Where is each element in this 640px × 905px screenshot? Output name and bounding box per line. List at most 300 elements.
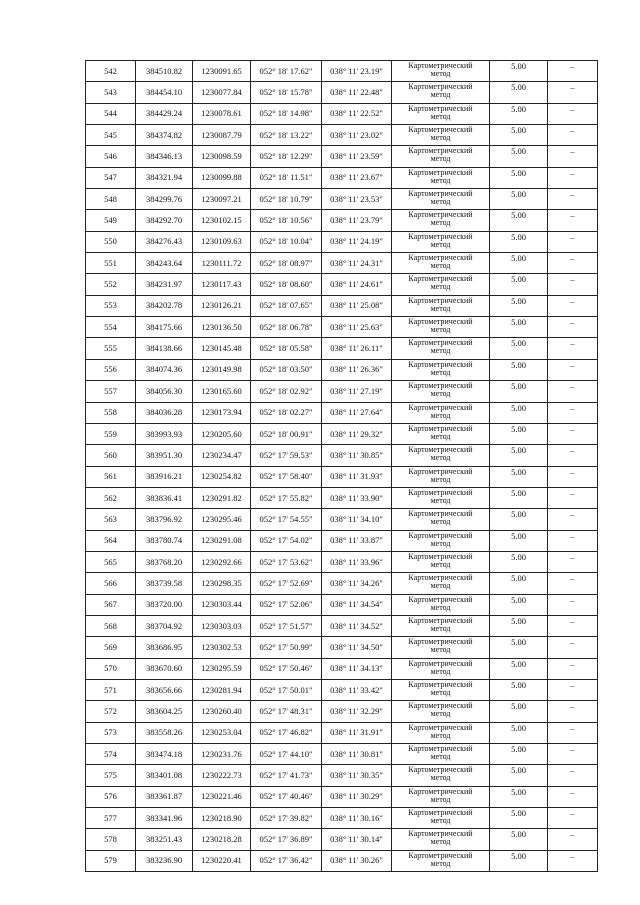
method-cell: [392, 125, 490, 146]
method-line1: Картометрический: [408, 487, 473, 497]
longitude-cell: 038° 11' 34.13": [322, 658, 392, 679]
latitude-cell: 052° 17' 54.02": [251, 530, 322, 551]
point-number-cell: 553: [86, 295, 136, 316]
empty-dash-cell: –: [548, 466, 598, 487]
method-line1: Картометрический: [408, 210, 473, 220]
table-row: [86, 808, 598, 829]
method-cell: [392, 210, 490, 231]
table-row: [86, 615, 598, 636]
point-number-cell: 562: [86, 487, 136, 508]
precision-cell: 5.00: [490, 594, 548, 615]
longitude-cell: 038° 11' 30.35": [322, 765, 392, 786]
latitude-cell: 052° 17' 39.82": [251, 808, 322, 829]
precision-cell: 5.00: [490, 423, 548, 444]
coord-y-cell: 1230126.21: [193, 295, 251, 316]
method-line1: Картометрический: [408, 146, 473, 156]
method-line1: Картометрический: [408, 61, 473, 70]
coord-y-cell: 1230295.59: [193, 658, 251, 679]
latitude-cell: 052° 18' 10.56": [251, 210, 322, 231]
method-line1: Картометрический: [408, 317, 473, 327]
longitude-cell: 038° 11' 26.36": [322, 359, 392, 380]
method-cell: [392, 850, 490, 871]
table-row: [86, 466, 598, 487]
precision-cell: 5.00: [490, 274, 548, 295]
coord-x-cell: 383236.90: [136, 850, 193, 871]
method-line2: метод: [430, 730, 451, 740]
method-line2: метод: [430, 303, 451, 313]
latitude-cell: 052° 18' 15.78": [251, 82, 322, 103]
latitude-cell: 052° 18' 10.79": [251, 189, 322, 210]
longitude-cell: 038° 11' 27.19": [322, 381, 392, 402]
longitude-cell: 038° 11' 22.52": [322, 103, 392, 124]
table-row: [86, 274, 598, 295]
point-number-cell: 558: [86, 402, 136, 423]
coord-x-cell: 384292.70: [136, 210, 193, 231]
coord-x-cell: 384036.28: [136, 402, 193, 423]
method-line2: метод: [430, 69, 451, 78]
latitude-cell: 052° 17' 59.53": [251, 445, 322, 466]
table-row: [86, 594, 598, 615]
method-line1: Картометрический: [408, 274, 473, 284]
latitude-cell: 052° 17' 36.89": [251, 829, 322, 850]
coord-y-cell: 1230205.60: [193, 423, 251, 444]
precision-cell: 5.00: [490, 338, 548, 359]
latitude-cell: 052° 18' 08.97": [251, 253, 322, 274]
table-row: [86, 744, 598, 765]
precision-cell: 5.00: [490, 210, 548, 231]
table-row: [86, 722, 598, 743]
precision-cell: 5.00: [490, 744, 548, 765]
coord-y-cell: 1230109.63: [193, 231, 251, 252]
table-row: [86, 829, 598, 850]
coord-x-cell: 383604.25: [136, 701, 193, 722]
longitude-cell: 038° 11' 31.93": [322, 466, 392, 487]
longitude-cell: 038° 11' 33.42": [322, 679, 392, 700]
coord-y-cell: 1230145.48: [193, 338, 251, 359]
coord-x-cell: 384243.64: [136, 253, 193, 274]
longitude-cell: 038° 11' 30.14": [322, 829, 392, 850]
point-number-cell: 571: [86, 679, 136, 700]
method-cell: [392, 786, 490, 807]
longitude-cell: 038° 11' 25.63": [322, 317, 392, 338]
method-cell: [392, 338, 490, 359]
coord-y-cell: 1230091.65: [193, 61, 251, 82]
latitude-cell: 052° 18' 13.22": [251, 125, 322, 146]
method-cell: [392, 189, 490, 210]
empty-dash-cell: –: [548, 338, 598, 359]
method-cell: [392, 61, 490, 82]
method-line2: метод: [430, 645, 451, 655]
coord-x-cell: 384299.76: [136, 189, 193, 210]
table-row: [86, 423, 598, 444]
coord-y-cell: 1230234.47: [193, 445, 251, 466]
table-row: [86, 189, 598, 210]
coord-x-cell: 384321.94: [136, 167, 193, 188]
longitude-cell: 038° 11' 34.50": [322, 637, 392, 658]
empty-dash-cell: –: [548, 487, 598, 508]
empty-dash-cell: –: [548, 701, 598, 722]
method-line1: Картометрический: [408, 381, 473, 391]
longitude-cell: 038° 11' 22.48": [322, 82, 392, 103]
precision-cell: 5.00: [490, 231, 548, 252]
empty-dash-cell: –: [548, 317, 598, 338]
coord-x-cell: 384175.66: [136, 317, 193, 338]
precision-cell: 5.00: [490, 615, 548, 636]
coord-x-cell: 383401.08: [136, 765, 193, 786]
method-line2: метод: [430, 453, 451, 463]
coord-y-cell: 1230165.60: [193, 381, 251, 402]
table-row: [86, 82, 598, 103]
coord-y-cell: 1230218.28: [193, 829, 251, 850]
method-line1: Картометрический: [408, 786, 473, 796]
latitude-cell: 052° 17' 46.82": [251, 722, 322, 743]
table-row: [86, 850, 598, 871]
coord-x-cell: 383951.30: [136, 445, 193, 466]
method-line2: метод: [430, 602, 451, 612]
point-number-cell: 572: [86, 701, 136, 722]
longitude-cell: 038° 11' 23.53": [322, 189, 392, 210]
precision-cell: 5.00: [490, 167, 548, 188]
empty-dash-cell: –: [548, 82, 598, 103]
point-number-cell: 561: [86, 466, 136, 487]
method-cell: [392, 701, 490, 722]
point-number-cell: 573: [86, 722, 136, 743]
table-row: [86, 146, 598, 167]
method-line2: метод: [430, 133, 451, 143]
method-cell: [392, 573, 490, 594]
method-cell: [392, 658, 490, 679]
latitude-cell: 052° 17' 41.73": [251, 765, 322, 786]
empty-dash-cell: –: [548, 189, 598, 210]
method-line2: метод: [430, 837, 451, 847]
empty-dash-cell: –: [548, 61, 598, 82]
empty-dash-cell: –: [548, 658, 598, 679]
method-cell: [392, 530, 490, 551]
precision-cell: 5.00: [490, 466, 548, 487]
empty-dash-cell: –: [548, 530, 598, 551]
coord-x-cell: 383916.21: [136, 466, 193, 487]
coord-y-cell: 1230077.84: [193, 82, 251, 103]
empty-dash-cell: –: [548, 103, 598, 124]
method-line2: метод: [430, 90, 451, 100]
point-number-cell: 556: [86, 359, 136, 380]
method-cell: [392, 146, 490, 167]
coord-x-cell: 384231.97: [136, 274, 193, 295]
method-line1: Картометрический: [408, 551, 473, 561]
method-cell: [392, 423, 490, 444]
precision-cell: 5.00: [490, 295, 548, 316]
method-line2: метод: [430, 197, 451, 207]
point-number-cell: 567: [86, 594, 136, 615]
coord-y-cell: 1230254.82: [193, 466, 251, 487]
table-row: [86, 61, 598, 82]
latitude-cell: 052° 17' 58.40": [251, 466, 322, 487]
latitude-cell: 052° 18' 07.65": [251, 295, 322, 316]
precision-cell: 5.00: [490, 530, 548, 551]
empty-dash-cell: –: [548, 274, 598, 295]
point-number-cell: 569: [86, 637, 136, 658]
precision-cell: 5.00: [490, 445, 548, 466]
method-line1: Картометрический: [408, 231, 473, 241]
method-line1: Картометрический: [408, 359, 473, 369]
coord-y-cell: 1230078.61: [193, 103, 251, 124]
longitude-cell: 038° 11' 34.54": [322, 594, 392, 615]
coord-y-cell: 1230298.35: [193, 573, 251, 594]
method-cell: [392, 274, 490, 295]
coord-x-cell: 384374.82: [136, 125, 193, 146]
coord-x-cell: 384346.13: [136, 146, 193, 167]
latitude-cell: 052° 17' 40.46": [251, 786, 322, 807]
method-line1: Картометрический: [408, 423, 473, 433]
longitude-cell: 038° 11' 31.91": [322, 722, 392, 743]
method-line2: метод: [430, 218, 451, 228]
precision-cell: 5.00: [490, 402, 548, 423]
empty-dash-cell: –: [548, 381, 598, 402]
longitude-cell: 038° 11' 30.29": [322, 786, 392, 807]
coord-x-cell: 383686.95: [136, 637, 193, 658]
coord-x-cell: 383558.26: [136, 722, 193, 743]
empty-dash-cell: –: [548, 808, 598, 829]
table-row: [86, 679, 598, 700]
empty-dash-cell: –: [548, 423, 598, 444]
method-line1: Картометрический: [408, 509, 473, 519]
precision-cell: 5.00: [490, 61, 548, 82]
coord-y-cell: 1230291.82: [193, 487, 251, 508]
empty-dash-cell: –: [548, 125, 598, 146]
empty-dash-cell: –: [548, 253, 598, 274]
method-line2: метод: [430, 474, 451, 484]
table-row: [86, 637, 598, 658]
method-line2: метод: [430, 517, 451, 527]
coord-x-cell: 383720.00: [136, 594, 193, 615]
precision-cell: 5.00: [490, 573, 548, 594]
longitude-cell: 038° 11' 23.79": [322, 210, 392, 231]
method-line2: метод: [430, 773, 451, 783]
method-line1: Картометрический: [408, 829, 473, 839]
method-line1: Картометрический: [408, 189, 473, 199]
table-row: [86, 509, 598, 530]
method-line1: Картометрический: [408, 402, 473, 412]
longitude-cell: 038° 11' 33.87": [322, 530, 392, 551]
precision-cell: 5.00: [490, 381, 548, 402]
table-row: [86, 359, 598, 380]
point-number-cell: 544: [86, 103, 136, 124]
coord-y-cell: 1230303.44: [193, 594, 251, 615]
coord-x-cell: 384202.78: [136, 295, 193, 316]
coord-x-cell: 383474.18: [136, 744, 193, 765]
coord-y-cell: 1230149.98: [193, 359, 251, 380]
coord-x-cell: 383739.58: [136, 573, 193, 594]
table-row: [86, 103, 598, 124]
method-cell: [392, 679, 490, 700]
coord-x-cell: 383993.93: [136, 423, 193, 444]
precision-cell: 5.00: [490, 701, 548, 722]
longitude-cell: 038° 11' 24.61": [322, 274, 392, 295]
method-cell: [392, 103, 490, 124]
longitude-cell: 038° 11' 34.52": [322, 615, 392, 636]
method-line2: метод: [430, 687, 451, 697]
latitude-cell: 052° 18' 12.29": [251, 146, 322, 167]
method-cell: [392, 253, 490, 274]
point-number-cell: 545: [86, 125, 136, 146]
point-number-cell: 547: [86, 167, 136, 188]
point-number-cell: 548: [86, 189, 136, 210]
coord-x-cell: 383251.43: [136, 829, 193, 850]
method-cell: [392, 722, 490, 743]
method-cell: [392, 829, 490, 850]
precision-cell: 5.00: [490, 850, 548, 871]
point-number-cell: 551: [86, 253, 136, 274]
method-line1: Картометрический: [408, 765, 473, 775]
latitude-cell: 052° 18' 10.04": [251, 231, 322, 252]
empty-dash-cell: –: [548, 231, 598, 252]
method-cell: [392, 402, 490, 423]
method-cell: [392, 82, 490, 103]
method-cell: [392, 487, 490, 508]
method-line1: Картометрический: [408, 82, 473, 92]
precision-cell: 5.00: [490, 125, 548, 146]
coord-y-cell: 1230295.46: [193, 509, 251, 530]
method-line2: метод: [430, 559, 451, 569]
empty-dash-cell: –: [548, 615, 598, 636]
table-row: [86, 658, 598, 679]
point-number-cell: 555: [86, 338, 136, 359]
method-line2: метод: [430, 261, 451, 271]
longitude-cell: 038° 11' 30.85": [322, 445, 392, 466]
table-row: [86, 338, 598, 359]
point-number-cell: 577: [86, 808, 136, 829]
point-number-cell: 557: [86, 381, 136, 402]
coord-y-cell: 1230218.90: [193, 808, 251, 829]
method-line2: метод: [430, 495, 451, 505]
latitude-cell: 052° 18' 00.91": [251, 423, 322, 444]
coord-y-cell: 1230253.04: [193, 722, 251, 743]
point-number-cell: 578: [86, 829, 136, 850]
longitude-cell: 038° 11' 23.59": [322, 146, 392, 167]
method-cell: [392, 359, 490, 380]
longitude-cell: 038° 11' 26.11": [322, 338, 392, 359]
point-number-cell: 574: [86, 744, 136, 765]
precision-cell: 5.00: [490, 829, 548, 850]
precision-cell: 5.00: [490, 509, 548, 530]
method-line2: метод: [430, 538, 451, 548]
latitude-cell: 052° 17' 36.42": [251, 850, 322, 871]
table-row: [86, 786, 598, 807]
method-line2: метод: [430, 239, 451, 249]
latitude-cell: 052° 18' 14.98": [251, 103, 322, 124]
method-line1: Картометрический: [408, 466, 473, 476]
coord-y-cell: 1230221.46: [193, 786, 251, 807]
coord-x-cell: 384074.36: [136, 359, 193, 380]
coord-y-cell: 1230260.40: [193, 701, 251, 722]
point-number-cell: 560: [86, 445, 136, 466]
point-number-cell: 550: [86, 231, 136, 252]
point-number-cell: 564: [86, 530, 136, 551]
table-row: [86, 402, 598, 423]
point-number-cell: 570: [86, 658, 136, 679]
table-row: [86, 573, 598, 594]
latitude-cell: 052° 17' 51.57": [251, 615, 322, 636]
table-row: [86, 530, 598, 551]
coord-y-cell: 1230111.72: [193, 253, 251, 274]
latitude-cell: 052° 17' 50.01": [251, 679, 322, 700]
coord-y-cell: 1230099.88: [193, 167, 251, 188]
precision-cell: 5.00: [490, 679, 548, 700]
coordinates-table: [85, 60, 598, 872]
method-line1: Картометрический: [408, 594, 473, 604]
precision-cell: 5.00: [490, 189, 548, 210]
coord-x-cell: 384276.43: [136, 231, 193, 252]
method-cell: [392, 594, 490, 615]
table-row: [86, 231, 598, 252]
latitude-cell: 052° 18' 02.92": [251, 381, 322, 402]
coord-y-cell: 1230098.59: [193, 146, 251, 167]
precision-cell: 5.00: [490, 765, 548, 786]
method-line1: Картометрический: [408, 701, 473, 711]
coord-y-cell: 1230097.21: [193, 189, 251, 210]
point-number-cell: 576: [86, 786, 136, 807]
method-cell: [392, 551, 490, 572]
empty-dash-cell: –: [548, 829, 598, 850]
table-body: [86, 61, 598, 872]
method-cell: [392, 808, 490, 829]
longitude-cell: 038° 11' 32.29": [322, 701, 392, 722]
empty-dash-cell: –: [548, 551, 598, 572]
method-line1: Картометрический: [408, 530, 473, 540]
coord-y-cell: 1230087.79: [193, 125, 251, 146]
point-number-cell: 565: [86, 551, 136, 572]
latitude-cell: 052° 18' 06.78": [251, 317, 322, 338]
latitude-cell: 052° 18' 17.62": [251, 61, 322, 82]
coord-x-cell: 383796.92: [136, 509, 193, 530]
empty-dash-cell: –: [548, 295, 598, 316]
method-line1: Картометрический: [408, 679, 473, 689]
method-line2: метод: [430, 581, 451, 591]
precision-cell: 5.00: [490, 82, 548, 103]
coord-x-cell: 383670.60: [136, 658, 193, 679]
point-number-cell: 549: [86, 210, 136, 231]
method-line1: Картометрический: [408, 338, 473, 348]
latitude-cell: 052° 17' 52.69": [251, 573, 322, 594]
latitude-cell: 052° 17' 53.62": [251, 551, 322, 572]
empty-dash-cell: –: [548, 573, 598, 594]
empty-dash-cell: –: [548, 722, 598, 743]
coord-y-cell: 1230173.94: [193, 402, 251, 423]
longitude-cell: 038° 11' 24.31": [322, 253, 392, 274]
method-cell: [392, 167, 490, 188]
coord-y-cell: 1230303.03: [193, 615, 251, 636]
table-row: [86, 253, 598, 274]
method-line1: Картометрический: [408, 658, 473, 668]
method-line2: метод: [430, 410, 451, 420]
coord-x-cell: 383836.41: [136, 487, 193, 508]
method-line1: Картометрический: [408, 253, 473, 263]
point-number-cell: 575: [86, 765, 136, 786]
point-number-cell: 559: [86, 423, 136, 444]
latitude-cell: 052° 17' 54.55": [251, 509, 322, 530]
method-line2: метод: [430, 154, 451, 164]
empty-dash-cell: –: [548, 679, 598, 700]
method-line2: метод: [430, 794, 451, 804]
coord-x-cell: 383768.20: [136, 551, 193, 572]
method-line2: метод: [430, 816, 451, 826]
longitude-cell: 038° 11' 34.26": [322, 573, 392, 594]
coord-x-cell: 384454.10: [136, 82, 193, 103]
empty-dash-cell: –: [548, 786, 598, 807]
coord-y-cell: 1230102.15: [193, 210, 251, 231]
empty-dash-cell: –: [548, 359, 598, 380]
point-number-cell: 542: [86, 61, 136, 82]
